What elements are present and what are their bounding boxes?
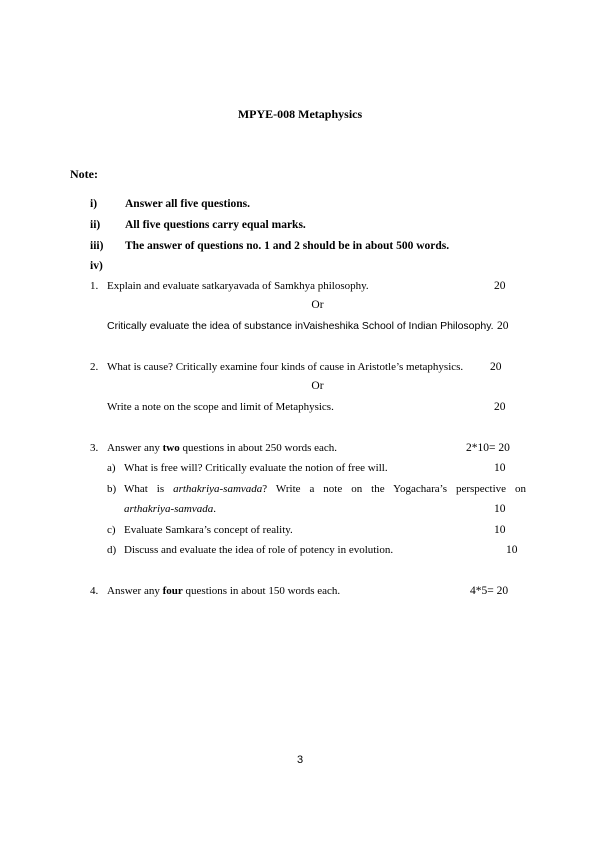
question-number: 3. <box>90 442 99 454</box>
sub-question-marks: 10 <box>494 503 506 515</box>
question-alternative-marks: 20 <box>494 401 506 413</box>
page-title: MPYE-008 Metaphysics <box>237 107 363 121</box>
sub-question-letter: d) <box>107 544 117 556</box>
sub-question-letter: c) <box>107 524 116 536</box>
note-item-number: iv) <box>90 260 103 272</box>
question-text: Explain and evaluate satkaryavada of Samkhya philosophy. <box>107 280 369 292</box>
note-item-text: Answer all five questions. <box>125 198 251 210</box>
or-separator: Or <box>311 380 324 392</box>
question-marks: 2*10= 20 <box>466 442 510 454</box>
sub-question-marks: 10 <box>494 524 506 536</box>
note-item-number: ii) <box>90 219 101 231</box>
sub-question-text: Discuss and evaluate the idea of role of potency in evolution. <box>124 544 394 556</box>
question-alternative-text: Write a note on the scope and limit of Metaphysics. <box>107 401 334 413</box>
or-separator: Or <box>311 299 324 311</box>
note-item-text: All five questions carry equal marks. <box>125 219 306 231</box>
note-item-number: iii) <box>90 240 104 252</box>
sub-question-text: Evaluate Samkara’s concept of reality. <box>124 524 293 536</box>
page-number: 3 <box>296 754 304 766</box>
question-marks: 4*5= 20 <box>470 585 509 597</box>
sub-question-letter: b) <box>107 483 117 495</box>
question-alternative-marks: 20 <box>497 320 509 332</box>
sub-question-text: What is arthakriya-samvada? Write a note on the Yogachara’s perspective on <box>124 483 526 495</box>
sub-question-letter: a) <box>107 462 116 474</box>
question-marks: 20 <box>494 280 506 292</box>
sub-question-marks: 10 <box>494 462 506 474</box>
note-item-text: The answer of questions no. 1 and 2 should be in about 500 words. <box>125 240 450 252</box>
question-number: 2. <box>90 361 99 373</box>
question-marks: 20 <box>490 361 502 373</box>
question-text: Answer any four questions in about 150 words each. <box>107 585 341 597</box>
sub-question-text-continued: arthakriya-samvada. <box>124 503 216 515</box>
note-label: Note: <box>70 167 98 181</box>
sub-question-text: What is free will? Critically evaluate the notion of free will. <box>124 462 388 474</box>
note-item-number: i) <box>90 198 98 210</box>
question-text: What is cause? Critically examine four kinds of cause in Aristotle’s metaphysics. <box>107 361 464 373</box>
question-text: Answer any two questions in about 250 words each. <box>107 442 338 454</box>
question-alternative-text: Critically evaluate the idea of substance inVaisheshika School of Indian Philosophy. <box>107 320 494 332</box>
question-number: 4. <box>90 585 99 597</box>
question-number: 1. <box>90 280 99 292</box>
sub-question-marks: 10 <box>506 544 518 556</box>
